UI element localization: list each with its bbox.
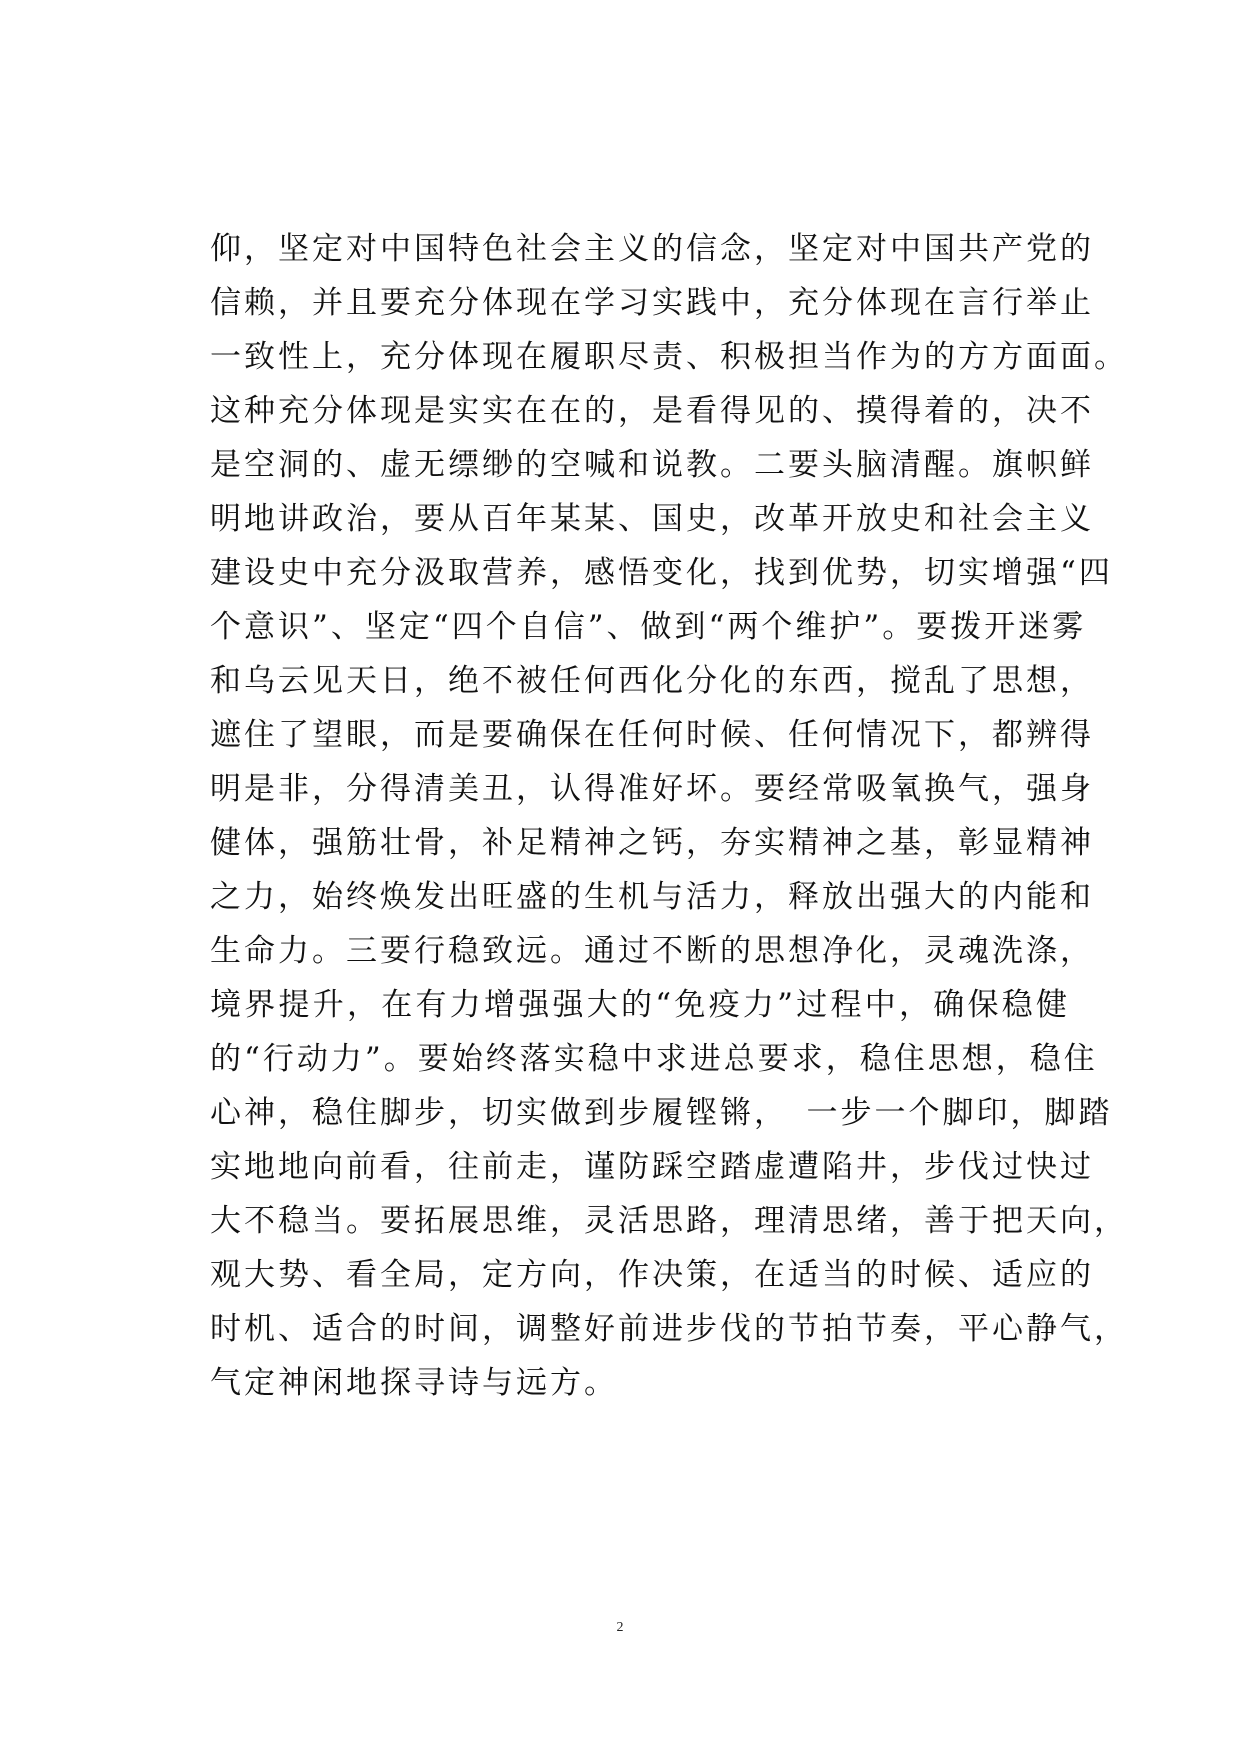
text-line: 遮住了望眼，而是要确保在任何时候、任何情况下，都辨得 bbox=[210, 717, 1094, 753]
text-line: 心神，稳住脚步，切实做到步履铿锵， 一步一个脚印，脚踏 bbox=[210, 1095, 1113, 1131]
page-number: 2 bbox=[616, 1620, 624, 1635]
text-line: 个意识”、坚定“四个自信”、做到“两个维护”。要拨开迷雾 bbox=[210, 609, 1087, 645]
text-line: 这种充分体现是实实在在的，是看得见的、摸得着的，决不 bbox=[210, 393, 1094, 429]
text-line: 的“行动力”。要始终落实稳中求进总要求，稳住思想，稳住 bbox=[210, 1041, 1098, 1077]
text-line: 仰，坚定对中国特色社会主义的信念，坚定对中国共产党的 bbox=[210, 231, 1094, 267]
text-line: 生命力。三要行稳致远。通过不断的思想净化，灵魂洗涤， bbox=[210, 933, 1094, 969]
text-line: 实地地向前看，往前走，谨防踩空踏虚遭陷井，步伐过快过 bbox=[210, 1149, 1094, 1185]
text-line: 健体，强筋壮骨，补足精神之钙，夯实精神之基，彰显精神 bbox=[210, 825, 1094, 861]
text-line: 观大势、看全局，定方向，作决策，在适当的时候、适应的 bbox=[210, 1257, 1094, 1293]
text-line: 之力，始终焕发出旺盛的生机与活力，释放出强大的内能和 bbox=[210, 879, 1094, 915]
text-line: 明地讲政治，要从百年某某、国史，改革开放史和社会主义 bbox=[210, 501, 1094, 537]
text-line: 大不稳当。要拓展思维，灵活思路，理清思绪，善于把天向， bbox=[210, 1203, 1128, 1239]
text-line: 是空洞的、虚无缥缈的空喊和说教。二要头脑清醒。旗帜鲜 bbox=[210, 447, 1094, 483]
text-line: 时机、适合的时间，调整好前进步伐的节拍节奏，平心静气， bbox=[210, 1311, 1128, 1347]
text-line: 信赖，并且要充分体现在学习实践中，充分体现在言行举止 bbox=[210, 285, 1094, 321]
text-line: 气定神闲地探寻诗与远方。 bbox=[210, 1365, 618, 1401]
body-paragraph bbox=[210, 222, 1128, 1410]
text-line: 一致性上，充分体现在履职尽责、积极担当作为的方方面面。 bbox=[210, 339, 1128, 375]
text-line: 建设史中充分汲取营养，感悟变化，找到优势，切实增强“四 bbox=[210, 555, 1113, 591]
text-line: 明是非，分得清美丑，认得准好坏。要经常吸氧换气，强身 bbox=[210, 771, 1094, 807]
text-line: 和乌云见天日，绝不被任何西化分化的东西，搅乱了思想， bbox=[210, 663, 1094, 699]
text-line: 境界提升，在有力增强强大的“免疫力”过程中，确保稳健 bbox=[210, 987, 1070, 1023]
